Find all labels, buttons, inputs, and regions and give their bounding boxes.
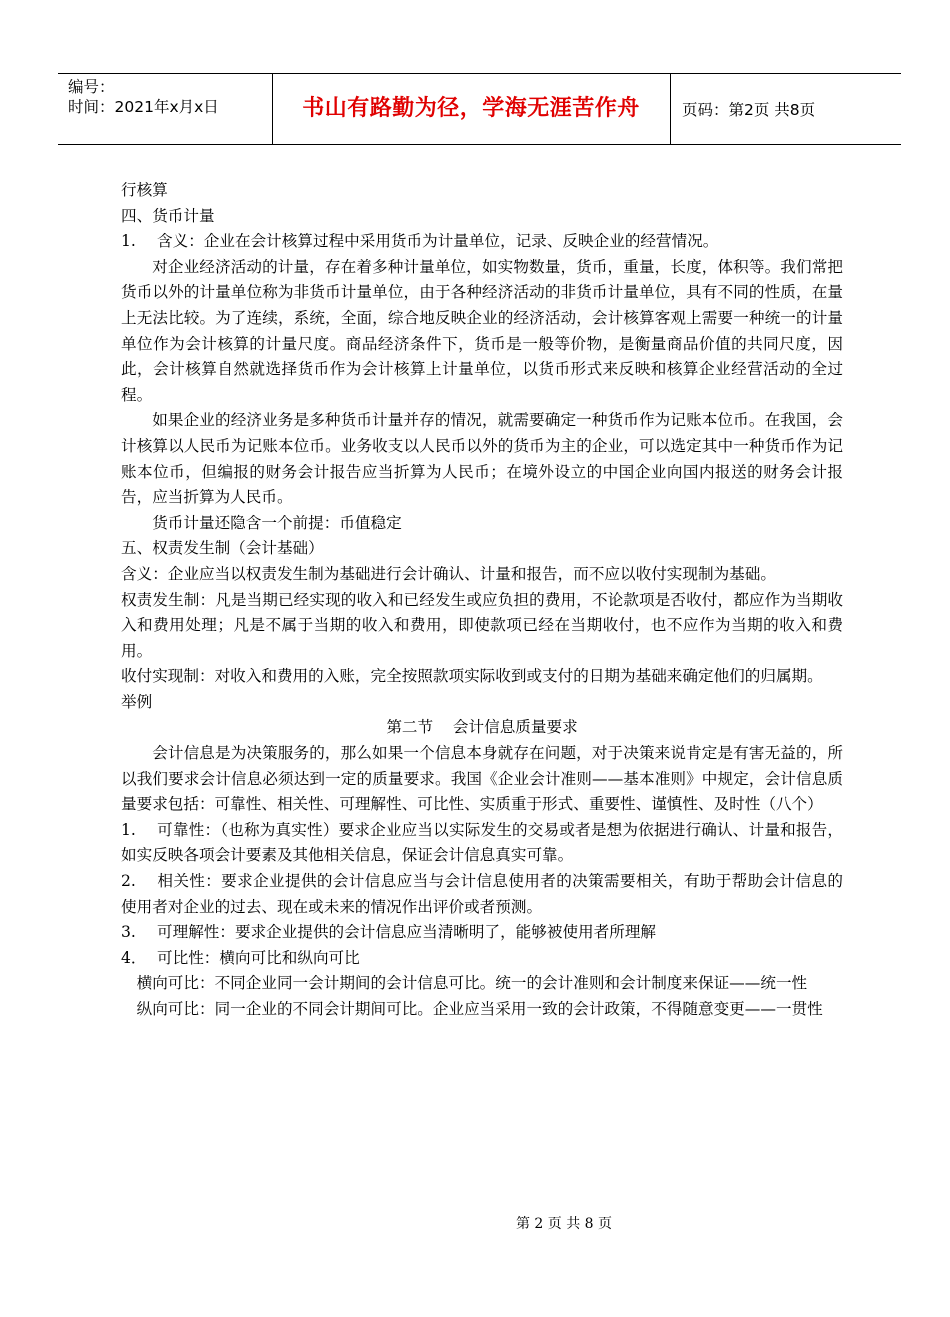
item-text: 可比性：横向可比和纵向可比 (157, 948, 360, 967)
numbered-item (121, 946, 843, 972)
paragraph: 货币计量还隐含一个前提：币值稳定 (152, 513, 402, 532)
paragraph: 如果企业的经济业务是多种货币计量并存的情况，就需要确定一种货币作为记账本位币。在我国，会计核算以人民币为记账本位币。业务收支以人民币以外的货币为主的企业，可以选定其中一种货币作为记账本位币，但编报的财务会计报告应当折算为人民币；在境外设立的中国企业向国内报送的财务会计报告，应当折算为人民币。 (121, 411, 843, 507)
header-top-rule (58, 73, 901, 74)
paragraph: 对企业经济活动的计量，存在着多种计量单位，如实物数量，货币，重量，长度，体积等。我们常把货币以外的计量单位称为非货币计量单位，由于各种经济活动的非货币计量单位，具有不同的性质，在量上无法比较。为了连续，系统，全面，综合地反映企业的经济活动，会计核算客观上需要一种统一的计量单位作为会计核算的计量尺度。商品经济条件下，货币是一般等价物，是衡量商品价值的共同尺度，因此，会计核算自然就选择货币作为会计核算上计量单位，以货币形式来反映和核算企业经营活动的全过程。 (121, 257, 843, 404)
item-number: 3. (121, 923, 136, 942)
numbered-item (121, 920, 843, 946)
paragraph: 横向可比：不同企业同一会计期间的会计信息可比。统一的会计准则和会计制度来保证——统一性 (136, 974, 808, 993)
numbered-item (121, 229, 843, 255)
paragraph: 含义：企业应当以权责发生制为基础进行会计确认、计量和报告，而不应以收付实现制为基础。 (121, 564, 776, 583)
paragraph: 举例 (121, 692, 153, 711)
header-bottom-rule (58, 144, 901, 145)
numbered-item (121, 818, 843, 869)
header-motto: 书山有路勤为径，学海无涯苦作舟 (302, 96, 640, 121)
item-text: 可理解性：要求企业提供的会计信息应当清晰明了，能够被使用者所理解 (157, 923, 657, 942)
header-page-info: 页码：第2页 共8页 (682, 101, 816, 119)
paragraph: 行核算 (121, 181, 168, 199)
id-label: 编号： (68, 78, 115, 96)
item-number: 1. (121, 820, 136, 839)
paragraph: 纵向可比：同一企业的不同会计期间可比。企业应当采用一致的会计政策，不得随意变更——一贯性 (136, 1000, 823, 1018)
item-number: 4． (121, 948, 147, 967)
header-divider-right (670, 73, 671, 144)
body-content (121, 178, 843, 1023)
item-text: 可靠性：（也称为真实性）要求企业应当以实际发生的交易或者是想为依据进行确认、计量和报告，如实反映各项会计要素及其他相关信息，保证会计信息真实可靠。 (121, 820, 843, 865)
heading-accrual-basis: 五、权责发生制（会计基础） (121, 539, 324, 558)
page-footer: 第 2 页 共 8 页 (515, 1216, 613, 1232)
paragraph: 收付实现制：对收入和费用的入账，完全按照款项实际收到或支付的日期为基础来确定他们的归属期。 (121, 667, 823, 686)
paragraph: 权责发生制：凡是当期已经实现的收入和已经发生或应负担的费用，不论款项是否收付，都应作为当期收入和费用处理；凡是不属于当期的收入和费用，即使款项已经在当期收付，也不应作为当期的收入和费用。 (121, 590, 843, 660)
item-text: 相关性：要求企业提供的会计信息应当与会计信息使用者的决策需要相关，有助于帮助会计信息的使用者对企业的过去、现在或未来的情况作出评价或者预测。 (121, 872, 843, 916)
numbered-item (121, 869, 843, 920)
time-label: 时间：2021年x月x日 (68, 98, 219, 116)
item-text: 含义：企业在会计核算过程中采用货币为计量单位，记录、反映企业的经营情况。 (157, 232, 719, 251)
section-title: 第二节 会计信息质量要求 (386, 718, 578, 737)
heading-monetary-measurement: 四、货币计量 (121, 206, 215, 225)
header-meta (68, 77, 219, 117)
item-number: 1. (121, 232, 136, 251)
paragraph: 会计信息是为决策服务的，那么如果一个信息本身就存在问题，对于决策来说肯定是有害无益的，所以我们要求会计信息必须达到一定的质量要求。我国《企业会计准则——基本准则》中规定，会计信息质量要求包括：可靠性、相关性、可理解性、可比性、实质重于形式、重要性、谨慎性、及时性（八个） (121, 744, 843, 814)
item-number: 2. (121, 872, 136, 891)
